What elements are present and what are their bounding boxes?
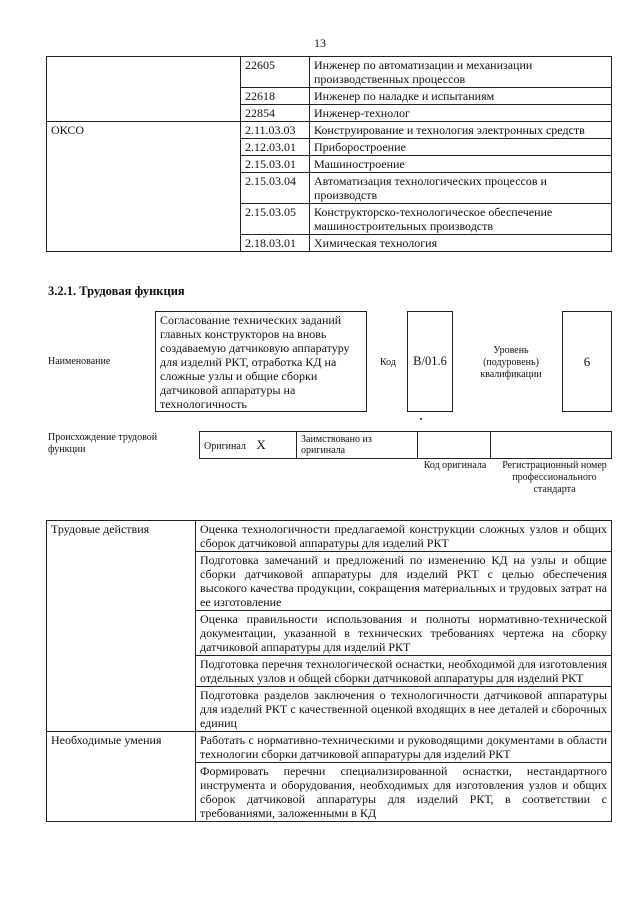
reg-number-cell xyxy=(491,432,612,459)
okso-code-cell: 22618 xyxy=(241,88,310,105)
page-number: 13 xyxy=(314,36,326,50)
function-name-box xyxy=(155,311,367,412)
okso-name-cell: Конструкторско-технологическое обеспечение машиностроительных производств xyxy=(310,204,612,235)
okso-code-cell: 2.15.03.05 xyxy=(241,204,310,235)
okso-code-cell: 2.11.03.03 xyxy=(241,122,310,139)
okso-code-cell: 22854 xyxy=(241,105,310,122)
labor-item-cell: Подготовка разделов заключения о технологичности датчиковой аппаратуры для изделий РКТ с качественной оценкой входящих в нее деталей и сборочных единиц xyxy=(196,687,612,732)
borrowed-cell xyxy=(297,432,418,459)
okso-code-cell: 2.18.03.01 xyxy=(241,235,310,252)
level-value: 6 xyxy=(583,353,591,369)
origin-table xyxy=(199,431,612,459)
labor-item-cell: Оценка правильности использования и полноты нормативно-технической документации, указанной в технических требованиях чертежа на сборку датчиковой аппаратуры для изделий РКТ xyxy=(196,611,612,656)
name-label: Наименование xyxy=(48,356,111,367)
labor-item-cell: Подготовка замечаний и предложений по изменению КД на узлы и общие сборки датчиковой аппаратуры для изделий РКТ с целью обеспечения высокого качества продукции, сокращения материальных и трудовых затрат на ее изготовление xyxy=(196,552,612,611)
okso-row xyxy=(47,57,612,88)
okso-category-cell: ОКСО xyxy=(47,122,241,252)
function-name-value: Согласование технических заданий главных конструкторов на вновь создаваемую датчиковую аппаратуру для изделий РКТ, отработка КД на сложные узлы и общие сборки датчиковой аппаратуры на технологичность xyxy=(160,313,350,411)
code-box xyxy=(407,311,453,412)
okso-name-cell: Конструирование и технология электронных средств xyxy=(310,122,612,139)
labor-category-cell: Необходимые умения xyxy=(47,732,196,822)
code-value: B/01.6 xyxy=(413,354,447,368)
okso-name-cell: Приборостроение xyxy=(310,139,612,156)
okso-row xyxy=(47,122,612,139)
okso-category-cell xyxy=(47,57,241,122)
okso-name-cell: Химическая технология xyxy=(310,235,612,252)
labor-item-cell: Подготовка перечня технологической оснастки, необходимой для изготовления отдельных узлов и общей сборки датчиковой аппаратуры для изделий РКТ xyxy=(196,656,612,687)
level-box xyxy=(562,311,612,412)
scan-dot xyxy=(420,418,422,420)
okso-code-cell: 2.15.03.01 xyxy=(241,156,310,173)
borrowed-label: Заимствовано из оригинала xyxy=(301,434,372,456)
labor-item-cell: Работать с нормативно-техническими и руководящими документами в области технологии сборки датчиковой аппаратуры для изделий РКТ xyxy=(196,732,612,763)
okso-code-cell: 2.12.03.01 xyxy=(241,139,310,156)
level-label: Уровень (подуровень) квалификации xyxy=(480,345,542,380)
origin-label: Происхождение трудовой функции xyxy=(48,432,158,455)
reg-number-caption: Регистрационный номер профессионального стандарта xyxy=(502,460,607,495)
code-original-caption: Код оригинала xyxy=(423,460,487,471)
labor-row xyxy=(47,521,612,552)
section-title: 3.2.1. Трудовая функция xyxy=(48,284,185,298)
okso-code-cell: 22605 xyxy=(241,57,310,88)
okso-name-cell: Инженер-технолог xyxy=(310,105,612,122)
code-original-cell xyxy=(418,432,491,459)
code-label: Код xyxy=(380,357,396,368)
original-cell xyxy=(200,432,297,459)
labor-item-cell: Оценка технологичности предлагаемой конструкции сложных узлов и общих сборок датчиковой аппаратуры для изделий РКТ xyxy=(196,521,612,552)
labor-row xyxy=(47,732,612,763)
labor-item-cell: Формировать перечни специализированной оснастки, нестандартного инструмента и оборудования, необходимых для изготовления узлов и общих сборок датчиковой аппаратуры для изделий РКТ, в соответствии с требованиями, заложенными в КД xyxy=(196,763,612,822)
okso-table xyxy=(46,56,612,252)
okso-name-cell: Инженер по автоматизации и механизации производственных процессов xyxy=(310,57,612,88)
original-mark: X xyxy=(256,437,266,452)
labor-category-cell: Трудовые действия xyxy=(47,521,196,732)
original-label: Оригинал xyxy=(204,441,246,452)
okso-name-cell: Автоматизация технологических процессов и производств xyxy=(310,173,612,204)
okso-name-cell: Машиностроение xyxy=(310,156,612,173)
labor-table xyxy=(46,520,612,822)
okso-name-cell: Инженер по наладке и испытаниям xyxy=(310,88,612,105)
okso-code-cell: 2.15.03.04 xyxy=(241,173,310,204)
